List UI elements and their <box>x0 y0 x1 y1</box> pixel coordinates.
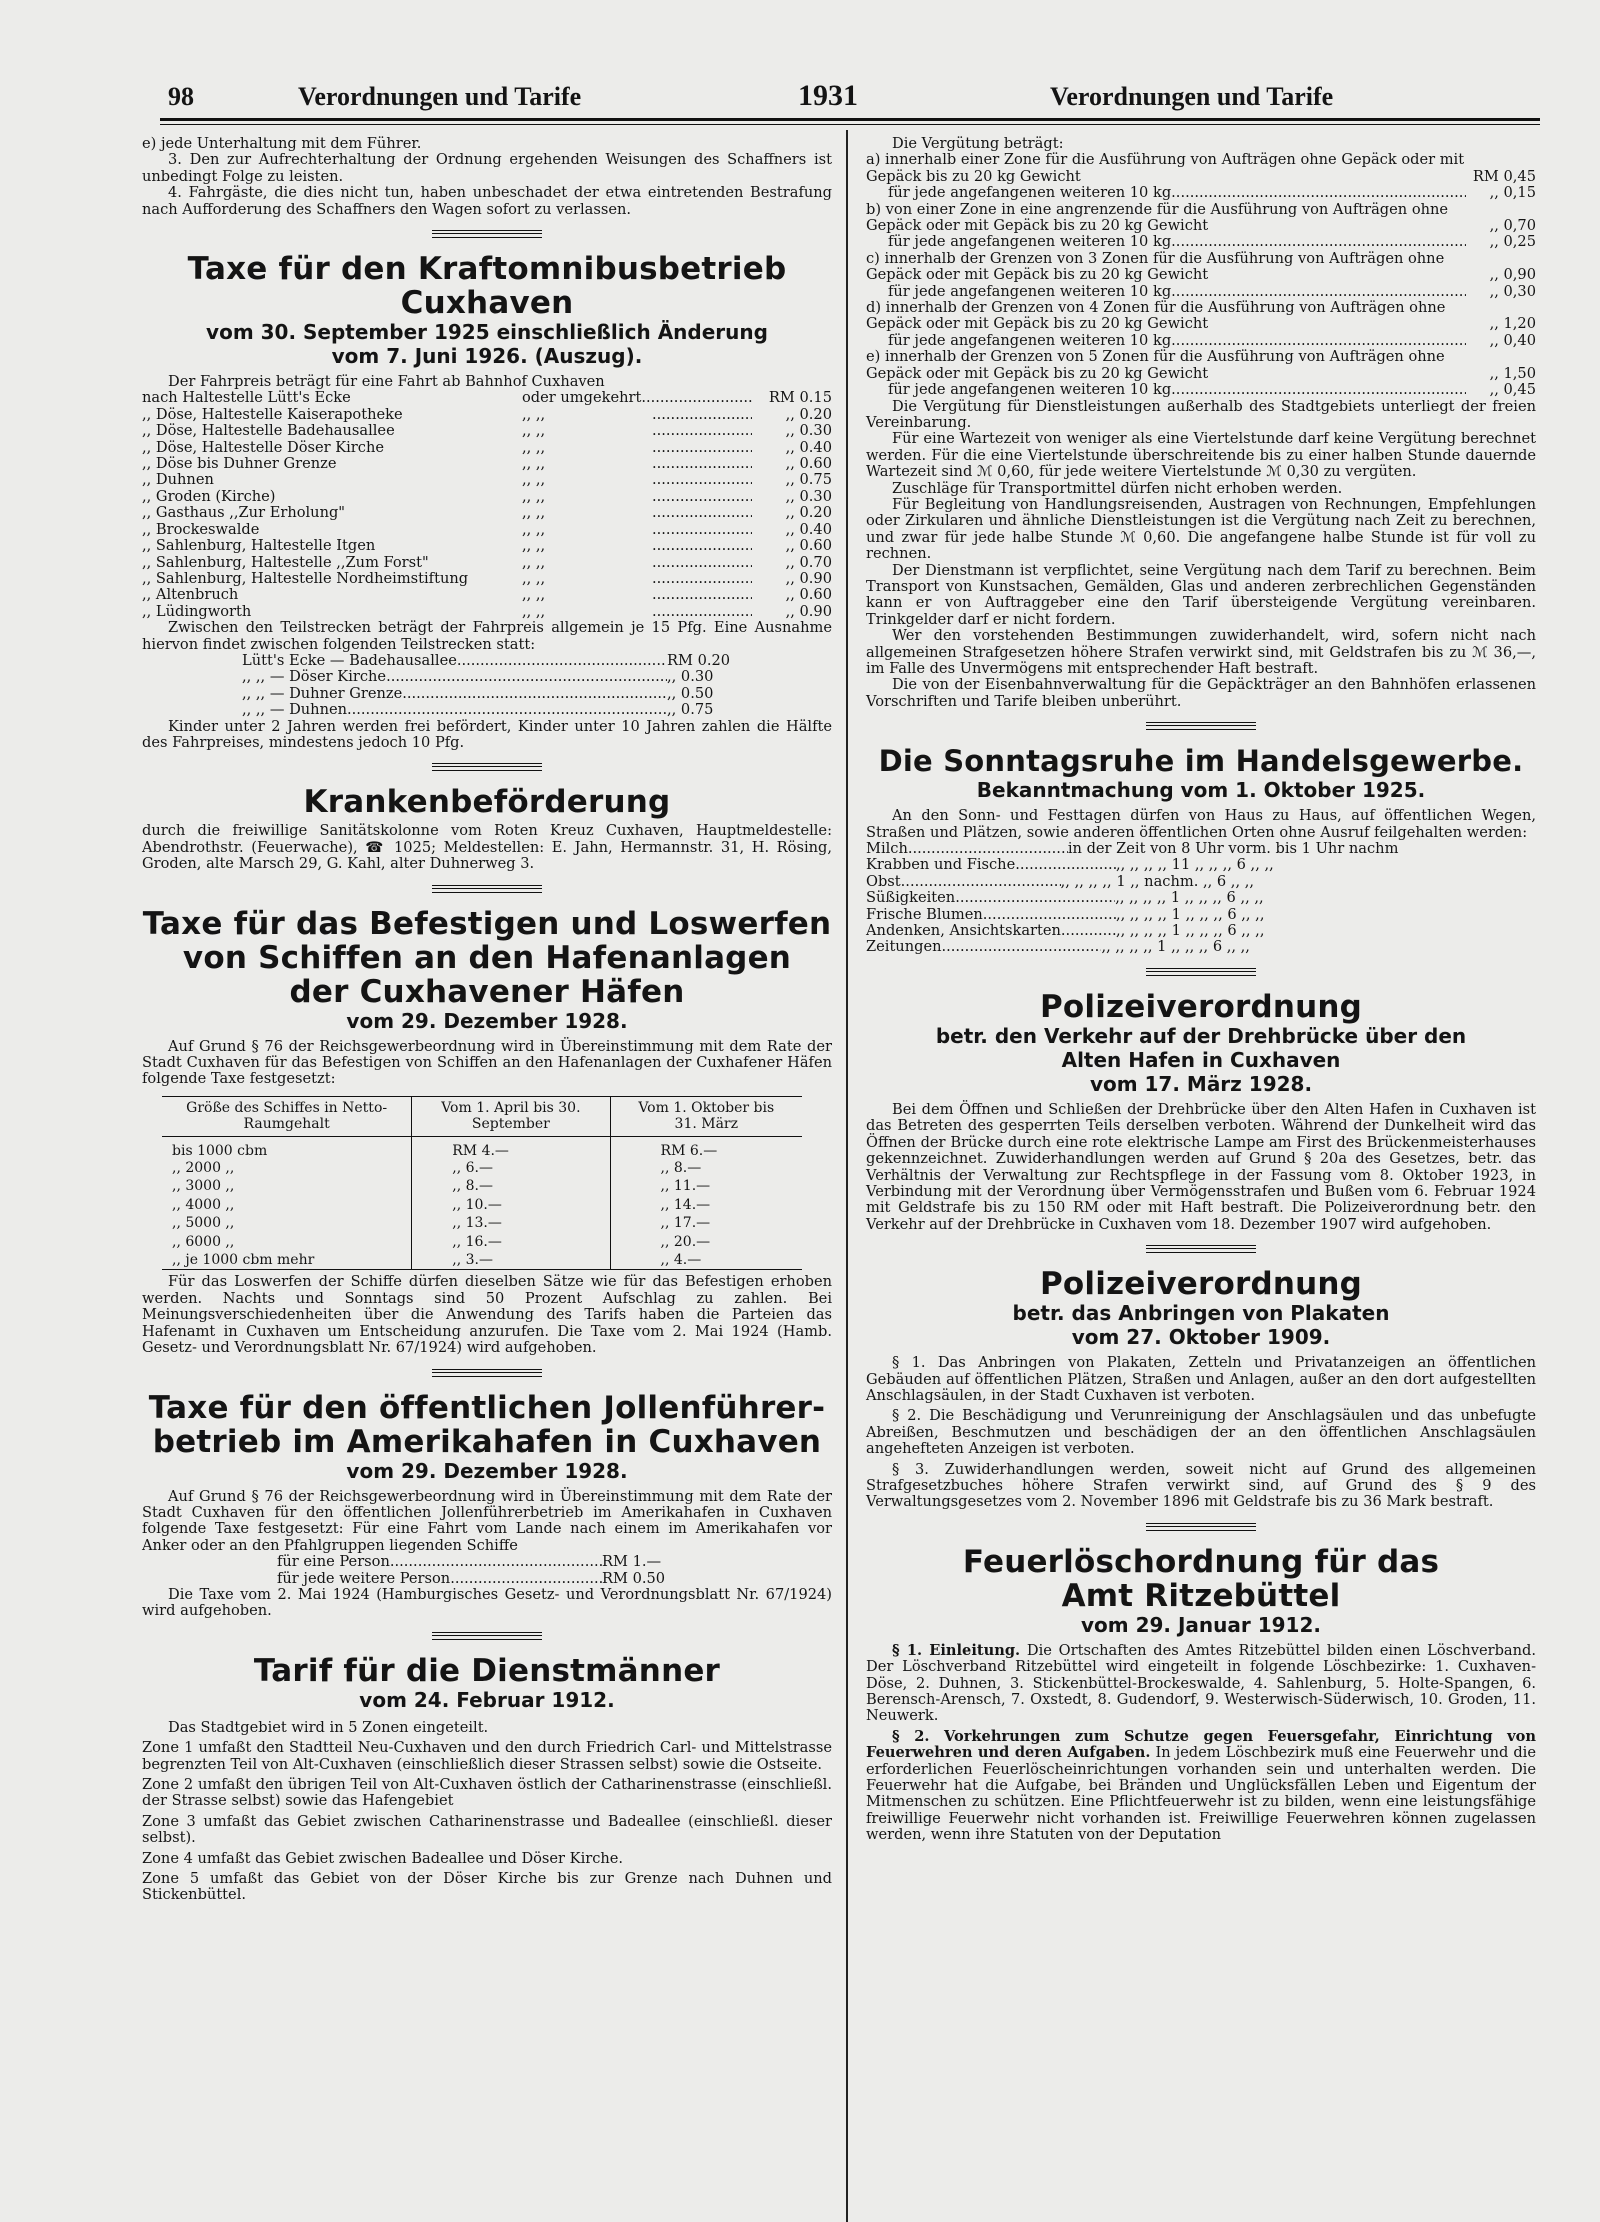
table-row: ,, 5000 ,, ,, 13.— ,, 17.— <box>172 1215 711 1232</box>
befestigen-text: Auf Grund § 76 der Reichsgewerbeordnung wird in Übereinstimmung mit dem Rate der Stadt Cuxhaven für das Befestigen von Schiffen an den Hafenanlagen der Cuxhafener Häfen folgende Taxe festgesetzt: <box>142 1037 832 1088</box>
bus-children-text: Kinder unter 2 Jahren werden frei befördert, Kinder unter 10 Jahren zahlen die Hälfte des Fahrpreises, mindestens jedoch 10 Pfg. <box>142 717 832 751</box>
section-separator <box>432 1632 542 1640</box>
fare-row: ,, Duhnen ,, ,, ..... ,, 0.75 <box>142 472 832 488</box>
feuer-para-2-text: In jedem Löschbezirk muß eine Feuerwehr und die erforderlichen Feuerlöscheinrichtungen vorhanden sein und unterhalten werden. Die Feuerwehr hat die Aufgabe, bei Bränden und Unglücksfällen Leben und Eigentum der Mitmenschen zu schützen. Eine Pflichtfeuerwehr ist zu bilden, wenn eine leistungsfähige freiwillige Feuerwehr nicht vorhanden ist. Freiwillige Feuerwehren können zugelassen werden, wenn ihre Statuten von der Deputation <box>866 1744 1536 1844</box>
table-row: ,, je 1000 cbm mehr ,, 3.— ,, 4.— <box>162 1251 802 1270</box>
exception-row: ,, ,, — Duhner Grenze ..... ,, 0.50 <box>242 686 742 702</box>
zone-text: Zone 1 umfaßt den Stadtteil Neu-Cuxhaven und den durch Friedrich Carl- und Mittelstrasse begrenzten Teil von Alt-Cuxhaven (einschließlich dieser Strassen selbst) sowie die Ostseite. <box>142 1739 832 1773</box>
table-row: bis 1000 cbm RM 4.— RM 6.— <box>162 1136 802 1159</box>
fare-row: ,, Döse bis Duhner Grenze ,, ,, ..... ,, 0.60 <box>142 456 832 472</box>
verg-item: d) innerhalb der Grenzen von 4 Zonen für die Ausführung von Aufträgen ohne Gepäck oder mit Gepäck bis zu 20 kg Gewicht ,, 1,20 für jede angefangenen weiteren 10 kg ..... ,, 0,40 <box>866 300 1536 349</box>
table-header-cell: Vom 1. Oktober bis 31. März <box>638 1099 775 1133</box>
fare-row: ,, Lüdingworth ,, ,, ..... ,, 0.90 <box>142 604 832 620</box>
polizei1-subtitle-2: Alten Hafen in Cuxhaven <box>1061 1047 1341 1072</box>
feuer-title-1: Feuerlöschordnung für das <box>962 1543 1440 1580</box>
fare-row: ,, Altenbruch ,, ,, ..... ,, 0.60 <box>142 587 832 603</box>
feuer-para-2 <box>866 1729 1536 1844</box>
fare-row: ,, Döse, Haltestelle Döser Kirche ,, ,, ..... ,, 0.40 <box>142 440 832 456</box>
zone-text: Zone 4 umfaßt das Gebiet zwischen Badeallee und Döser Kirche. <box>142 1849 624 1867</box>
bus-lead: Der Fahrpreis beträgt für eine Fahrt ab Bahnhof Cuxhaven <box>168 373 605 391</box>
right-column <box>866 136 1536 1844</box>
fare-row: ,, Sahlenburg, Haltestelle Itgen ,, ,, ..... ,, 0.60 <box>142 538 832 554</box>
jollen-title-2: betrieb im Amerikahafen in Cuxhaven <box>152 1423 822 1460</box>
sonntag-row: Andenken, Ansichtskarten ..... ,, ,, ,, ,, 1 ,, ,, ,, 6 ,, ,, <box>866 923 1536 939</box>
verg-para: Die Vergütung für Dienstleistungen außerhalb des Stadtgebiets unterliegt der freien Vereinbarung. <box>866 397 1536 431</box>
polizei2-para: § 1. Das Anbringen von Plakaten, Zetteln und Privatanzeigen an öffentlichen Gebäuden auf öffentlichen Plätzen, Straßen und Anlagen, außer an den dort aufgestellten Anschlagsäulen, in der Stadt Cuxhaven ist verboten. <box>866 1354 1536 1404</box>
befestigen-after-text: Für das Loswerfen der Schiffe dürfen dieselben Sätze wie für das Befestigen erhoben werden. Nachts und Sonntags sind 50 Prozent Aufschlag zu zahlen. Bei Meinungsverschiedenheiten über die Anwendung des Tarifs haben die Parteien das Hafenamt in Cuxhaven um Entscheidung anzurufen. Die Taxe vom 2. Mai 1924 (Hamb. Gesetz- und Verordnungsblatt Nr. 67/1924) wird aufgehoben. <box>142 1273 832 1357</box>
table-header-cell: Vom 1. April bis 30. September <box>412 1096 610 1136</box>
sonntag-row: Krabben und Fische ..... ,, ,, ,, ,, 11 ,, ,, ,, 6 ,, ,, <box>866 857 1536 873</box>
section-separator <box>1146 1245 1256 1253</box>
bus-exceptions <box>242 653 742 719</box>
section-separator <box>1146 722 1256 730</box>
left-column <box>142 136 832 1904</box>
verg-item: a) innerhalb einer Zone für die Ausführung von Aufträgen ohne Gepäck oder mit Gepäck bis zu 20 kg Gewicht RM 0,45 für jede angefangenen weiteren 10 kg ..... ,, 0,15 <box>866 152 1536 201</box>
column-divider <box>846 130 848 2222</box>
rate-row: für jede weitere Person ..... RM 0.50 <box>277 1571 677 1587</box>
header-right-title: Verordnungen und Tarife <box>1050 82 1334 111</box>
bus-subtitle-2: vom 7. Juni 1926. (Auszug). <box>331 344 643 369</box>
dienst-subtitle: vom 24. Februar 1912. <box>359 1687 615 1712</box>
polizei2-para: § 2. Die Beschädigung und Verunreinigung der Anschlagsäulen und das unbefugte Abreißen, Beschmutzen und beschädigen der an den öffentlichen Anschlagsäulen angehefteten Anzeigen ist verboten. <box>866 1407 1536 1458</box>
befestigen-subtitle: vom 29. Dezember 1928. <box>346 1008 628 1033</box>
verg-para: Wer den vorstehenden Bestimmungen zuwiderhandelt, wird, sofern nicht nach allgemeinen Strafgesetzen höhere Strafen verwirkt sind, mit Geldstrafen bis zu ℳ 36,—, im Falle des Unvermögens mit entsprechender Haft bestraft. <box>866 627 1536 677</box>
polizei2-title: Polizeiverordnung <box>1039 1266 1363 1303</box>
polizei2-para: § 3. Zuwiderhandlungen werden, soweit nicht auf Grund des allgemeinen Strafgesetzbuches höhere Strafen verwirkt sind, auf Grund des § 9 des Verwaltungsgesetzes vom 2. November 1896 mit Geldstrafe bis zu 36 Mark bestraft. <box>866 1460 1536 1511</box>
kranken-title: Krankenbeförderung <box>303 784 671 821</box>
verg-para: Der Dienstmann ist verpflichtet, seine Vergütung nach dem Tarif zu berechnen. Beim Transport von Kunstsachen, Gemälden, Glas und anderen zerbrechlichen Gegenständen kann er von Auftraggeber eine den Tarif übersteigende Vergütung vereinbaren. Trinkgelder darf er nicht fordern. <box>866 561 1536 628</box>
intro-para-3: 3. Den zur Aufrechterhaltung der Ordnung ergehenden Weisungen des Schaffners ist unbedingt Folge zu leisten. <box>142 151 832 185</box>
jollen-after-text: Die Taxe vom 2. Mai 1924 (Hamburgisches Gesetz- und Verordnungsblatt Nr. 67/1924) wird aufgehoben. <box>142 1585 832 1620</box>
kranken-text: durch die freiwillige Sanitätskolonne vom Roten Kreuz Cuxhaven, Hauptmeldestelle: Abendrothstr. (Feuerwache), ☎ 1025; Meldestellen: E. Jahn, Hermannstr. 31, H. Rösing, Groden, alte Marsch 29, G. Kahl, alter Duhnerweg 3. <box>142 822 832 873</box>
table-header-row <box>162 1096 802 1136</box>
fare-row: ,, Groden (Kirche) ,, ,, ..... ,, 0.30 <box>142 489 832 505</box>
verg-item: b) von einer Zone in eine angrenzende für die Ausführung von Aufträgen ohne Gepäck oder mit Gepäck bis zu 20 kg Gewicht ,, 0,70 für jede angefangenen weiteren 10 kg ..... ,, 0,25 <box>866 202 1536 251</box>
fare-row: ,, Brockeswalde ,, ,, ..... ,, 0.40 <box>142 522 832 538</box>
page-number: 98 <box>168 82 194 111</box>
verg-para: Die von der Eisenbahnverwaltung für die Gepäckträger an den Bahnhöfen erlassenen Vorschriften und Tarife bleiben unberührt. <box>866 676 1536 710</box>
zone-text: Zone 5 umfaßt das Gebiet von der Döser Kirche bis zur Grenze nach Duhnen und Stickenbüttel. <box>142 1870 832 1904</box>
fare-row: ,, Döse, Haltestelle Badehausallee ,, ,, ..... ,, 0.30 <box>142 423 832 439</box>
header-rule <box>160 118 1540 121</box>
befestigen-title-3: der Cuxhavener Häfen <box>289 973 685 1010</box>
fare-row: nach Haltestelle Lütt's Ecke oder umgekehrt ..... RM 0.15 <box>142 390 832 406</box>
fare-row: ,, Gasthaus ,,Zur Erholung" ,, ,, ..... ,, 0.20 <box>142 505 832 521</box>
fare-row: ,, Sahlenburg, Haltestelle Nordheimstiftung ,, ,, ..... ,, 0.90 <box>142 571 832 587</box>
section-separator <box>432 763 542 771</box>
exception-row: ,, ,, — Duhnen ..... ,, 0.75 <box>242 702 742 718</box>
table-row: ,, 3000 ,, ,, 8.— ,, 11.— <box>172 1178 711 1195</box>
verg-lead: Die Vergütung beträgt: <box>892 135 1064 152</box>
verg-item: e) innerhalb der Grenzen von 5 Zonen für die Ausführung von Aufträgen ohne Gepäck oder mit Gepäck bis zu 20 kg Gewicht ,, 1,50 für jede angefangenen weiteren 10 kg ..... ,, 0,45 <box>866 349 1536 398</box>
polizei1-title: Polizeiverordnung <box>1039 988 1363 1025</box>
verg-para: Für eine Wartezeit von weniger als eine Viertelstunde darf keine Vergütung berechnet werden. Für die eine Viertelstunde überschreitende bis zu einer halben Stunde dauernde Wartezeit sind ℳ 0,60, für jede weitere Viertelstunde ℳ 0,30 zu vergüten. <box>866 430 1536 481</box>
sonntag-row: Frische Blumen ..... ,, ,, ,, ,, 1 ,, ,, ,, 6 ,, ,, <box>866 907 1536 923</box>
verg-item: c) innerhalb der Grenzen von 3 Zonen für die Ausführung von Aufträgen ohne Gepäck oder mit Gepäck bis zu 20 kg Gewicht ,, 0,90 für jede angefangenen weiteren 10 kg ..... ,, 0,30 <box>866 251 1536 300</box>
running-header <box>160 78 1460 120</box>
intro-line-e: e) jede Unterhaltung mit dem Führer. <box>142 135 422 152</box>
section-separator <box>432 230 542 238</box>
sonntag-row: Obst ..... ,, ,, ,, ,, 1 ,, nachm. ,, 6 ,, ,, <box>866 874 1536 890</box>
verg-para: Für Begleitung von Handlungsreisenden, Austragen von Rechnungen, Empfehlungen oder Zirkularen und ähnliche Dienstleistungen ist die Vergütung nach Zeit zu berechnen, und zwar für jede halbe Stunde ℳ 0,60. Die angefangene halbe Stunde ist für voll zu rechnen. <box>866 495 1536 563</box>
fare-row: ,, Döse, Haltestelle Kaiserapotheke ,, ,, ..... ,, 0.20 <box>142 407 832 423</box>
header-rule-thin <box>160 124 1540 125</box>
fare-row: ,, Sahlenburg, Haltestelle ,,Zum Forst" ,, ,, ..... ,, 0.70 <box>142 555 832 571</box>
feuer-title-2: Amt Ritzebüttel <box>1061 1577 1341 1614</box>
bus-title: Taxe für den Kraftomnibusbetrieb Cuxhaven <box>187 251 787 322</box>
sonntag-row: Zeitungen ..... ,, ,, ,, ,, 1 ,, ,, ,, 6 ,, ,, <box>866 939 1536 955</box>
section-separator <box>432 1369 542 1377</box>
jollen-subtitle: vom 29. Dezember 1928. <box>346 1458 628 1483</box>
feuer-para-1 <box>866 1643 1536 1725</box>
zone-text: Zone 2 umfaßt den übrigen Teil von Alt-Cuxhaven östlich der Catharinenstrasse (einschließl. der Strasse selbst) sowie das Hafengebiet <box>142 1775 832 1810</box>
section-separator <box>1146 968 1256 976</box>
bus-between-text: Zwischen den Teilstrecken beträgt der Fahrpreis allgemein je 15 Pfg. Eine Ausnahme hiervon findet zwischen folgenden Teilstrecken statt: <box>142 619 832 653</box>
table-row: ,, 4000 ,, ,, 10.— ,, 14.— <box>172 1196 711 1213</box>
rate-row: für eine Person ..... RM 1.— <box>277 1554 677 1570</box>
table-header-cell: Größe des Schiffes in Netto-Raumgehalt <box>162 1096 412 1136</box>
feuer-para-1-text: Die Ortschaften des Amtes Ritzebüttel bilden einen Löschverband. Der Löschverband Ritzebüttel wird eingeteilt in folgende Löschbezirke: 1. Cuxhaven-Döse, 2. Duhnen, 3. Stickenbüttel-Brockeswalde, 4. Sahlenburg, 5. Holte-Spangen, 6. Berensch-Arensch, 7. Oxstedt, 8. Gudendorf, 9. Westerwisch-Süderwisch, 10. Groden, 11. Neuwerk. <box>866 1641 1537 1725</box>
befestigen-title-2: von Schiffen an den Hafenanlagen <box>182 939 792 976</box>
sonntag-subtitle: Bekanntmachung vom 1. Oktober 1925. <box>976 778 1426 803</box>
header-year: 1931 <box>798 79 858 112</box>
jollen-title-1: Taxe für den öffentlichen Jollenführer- <box>148 1389 826 1426</box>
polizei1-subtitle-1: betr. den Verkehr auf der Drehbrücke über den <box>935 1023 1467 1048</box>
sonntag-row: Milch ..... in der Zeit von 8 Uhr vorm. bis 1 Uhr nachm <box>866 841 1536 857</box>
verg-para: Zuschläge für Transportmittel dürfen nicht erhoben werden. <box>892 479 1343 497</box>
sonntag-table <box>866 841 1536 956</box>
table-row: ,, 6000 ,, ,, 16.— ,, 20.— <box>172 1233 711 1250</box>
header-left-title: Verordnungen und Tarife <box>298 82 582 111</box>
exception-row: ,, ,, — Döser Kirche ..... ,, 0.30 <box>242 669 742 685</box>
feuer-subtitle: vom 29. Januar 1912. <box>1081 1612 1321 1637</box>
intro-para-4: 4. Fahrgäste, die dies nicht tun, haben unbeschadet der etwa eintretenden Bestrafung nach Aufforderung des Schaffners den Wagen sofort zu verlassen. <box>142 184 832 218</box>
dienst-lead: Das Stadtgebiet wird in 5 Zonen eingeteilt. <box>168 1718 489 1736</box>
polizei1-subtitle-3: vom 17. März 1928. <box>1089 1071 1313 1096</box>
bus-fare-list <box>142 390 832 620</box>
jollen-text: Auf Grund § 76 der Reichsgewerbeordnung wird in Übereinstimmung mit dem Rate der Stadt Cuxhaven für den öffentlichen Jollenführerbetrieb im Amerikahafen in Cuxhaven folgende Taxe festgesetzt: Für eine Fahrt vom Lande nach einem im Amerikahafen vor Anker oder an den Pfahlgruppen liegenden Schiffe <box>142 1487 832 1554</box>
polizei1-text: Bei dem Öffnen und Schließen der Drehbrücke über den Alten Hafen in Cuxhaven ist das Betreten des gesperrten Teils derselben verboten. Während der Dunkelheit wird das Öffnen der Brücke durch eine rote elektrische Lampe am First des Brückenmeisterhauses gekennzeichnet. Zuwiderhandlungen werden auf Grund § 20a des Gesetzes, betr. das Verhältnis der Verwaltung zur Rechtspflege in der Fassung vom 8. Oktober 1923, in Verbindung mit der Verordnung über Vermögensstrafen und Bußen vom 6. Februar 1924 mit Geldstrafe bis zu 150 RM oder mit Haft bestraft. Die Polizeiverordnung betr. den Verkehr auf der Drehbrücke in Cuxhaven vom 18. Dezember 1907 wird aufgehoben. <box>866 1100 1536 1233</box>
bus-subtitle-1: vom 30. September 1925 einschließlich Änderung <box>206 320 768 345</box>
sonntag-text: An den Sonn- und Festtagen dürfen von Haus zu Haus, auf öffentlichen Wegen, Straßen und Plätzen, sowie anderen öffentlichen Orten ohne Ausruf feilgehalten werden: <box>866 807 1536 841</box>
feuer-para-1-lead: § 1. Einleitung. <box>892 1641 1021 1659</box>
befestigen-table <box>162 1096 802 1271</box>
dienst-title: Tarif für die Dienstmänner <box>253 1652 721 1689</box>
befestigen-title-1: Taxe für das Befestigen und Loswerfen <box>142 905 832 942</box>
polizei2-subtitle-1: betr. das Anbringen von Plakaten <box>1012 1301 1390 1326</box>
exception-row: Lütt's Ecke — Badehausallee ..... RM 0.20 <box>242 653 742 669</box>
section-separator <box>432 885 542 893</box>
zone-text: Zone 3 umfaßt das Gebiet zwischen Catharinenstrasse und Badeallee (einschließl. dieser selbst). <box>142 1812 832 1847</box>
polizei2-subtitle-2: vom 27. Oktober 1909. <box>1071 1325 1331 1350</box>
jollen-rates <box>277 1554 677 1587</box>
sonntag-title: Die Sonntagsruhe im Handelsgewerbe. <box>878 744 1524 779</box>
feuer-para-2-lead: § 2. Vorkehrungen zum Schutze gegen Feuersgefahr, Einrichtung von Feuerwehren und deren Aufgaben. <box>866 1727 1536 1762</box>
table-row: ,, 2000 ,, ,, 6.— ,, 8.— <box>172 1160 702 1177</box>
section-separator <box>1146 1523 1256 1531</box>
sonntag-row: Süßigkeiten ..... ,, ,, ,, ,, 1 ,, ,, ,, 6 ,, ,, <box>866 890 1536 906</box>
